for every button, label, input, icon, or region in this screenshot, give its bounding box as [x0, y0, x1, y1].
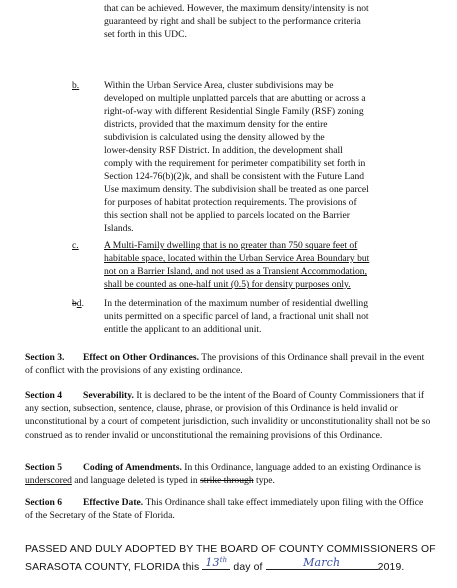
item-b-line: districts, provided that the maximum density for the entire: [104, 119, 328, 130]
item-b-line: Within the Urban Service Area, cluster subdivisions may be: [104, 80, 334, 91]
section-5-underscored-example: underscored: [25, 475, 72, 487]
adoption-line-1: PASSED AND DULY ADOPTED BY THE BOARD OF COUNTY COMMISSIONERS OF: [25, 544, 436, 555]
section-6-title: Effective Date.: [83, 497, 144, 508]
section-5-text: In this Ordinance, language added to an existing Ordinance is: [184, 462, 421, 473]
item-d-marker-added: d: [76, 298, 82, 309]
continuation-line: set forth in this UDC.: [104, 29, 187, 40]
item-c-line: habitable space, located within the Urban Service Area Boundary but: [104, 253, 370, 264]
adoption-prefix: SARASOTA COUNTY, FLORIDA this: [25, 562, 200, 573]
section-4-number: Section 4: [25, 390, 63, 401]
item-d-line: In the determination of the maximum number of residential dwelling: [104, 298, 369, 309]
section-6-text: This Ordinance shall take effect immediately upon filing with the Office of the Secretary of the State of Florida.: [25, 497, 424, 522]
item-b-line: right-of-way with different Residential Single Family (RSF) zoning: [104, 106, 364, 117]
section-5: [25, 461, 433, 487]
section-5-number: Section 5: [25, 462, 63, 473]
item-c-line: A Multi-Family dwelling that is no greater than 750 square feet of: [104, 240, 358, 251]
section-5-text: and language deleted is typed in: [74, 475, 198, 487]
section-3: [25, 351, 433, 377]
continuation-line: guaranteed by right and shall be subject to the performance criteria: [104, 16, 361, 27]
item-b-line: for purposes of habitat protection requirements. The provisions of: [104, 197, 357, 208]
item-d-marker-struck: b: [72, 298, 77, 309]
adoption-line-2: [25, 557, 445, 575]
item-d-line: units permitted on a specific parcel of land, a fractional unit shall not: [104, 311, 369, 322]
continuation-line: that can be achieved. However, the maximum density/intensity is not: [104, 3, 369, 14]
handwritten-day-suffix: th: [219, 556, 228, 564]
section-5-text: type.: [256, 475, 275, 487]
item-b-line: Islands.: [104, 223, 134, 234]
item-b-line: comply with the requirement for perimeter compatibility set forth in: [104, 158, 366, 169]
section-6: [25, 496, 433, 522]
handwritten-day-number: 13: [205, 556, 220, 569]
section-3-number: Section 3.: [25, 352, 65, 363]
item-b-line: this section shall not be applied to parcels located on the Barrier: [104, 210, 350, 221]
section-3-title: Effect on Other Ordinances.: [83, 352, 200, 363]
handwritten-month: March: [303, 556, 341, 569]
section-4-title: Severability.: [83, 390, 134, 401]
item-b-line: Use maximum density. The subdivision shall be treated as one parcel: [104, 184, 369, 195]
item-b-line: developed on multiple unplatted parcels that are abutting or across a: [104, 93, 366, 104]
handwritten-day: [202, 555, 230, 568]
item-b-line: subdivision is calculated using the density allowed by the: [104, 132, 325, 143]
adoption-year: 2019.: [377, 562, 405, 573]
section-5-title: Coding of Amendments.: [83, 462, 182, 473]
day-blank: [202, 557, 230, 570]
section-4-text: It is declared to be the intent of the Board of County Commissioners that if any section, subsection, sentence, clause, phrase, or provision of this Ordinance is held invalid or unconstitutional by a court of competent jurisdiction, such invalidity or unconstitutionality shall not be so construed as to render invalid or unconstitutional the remaining provisions of this Ordinance.: [25, 390, 431, 441]
item-d-line: entitle the applicant to an additional unit.: [104, 324, 262, 335]
item-d-marker: [72, 297, 84, 310]
section-4: [25, 389, 433, 442]
item-b-line: lower-density RSF District. In addition, the development shall: [104, 145, 343, 156]
adoption-day-of: day of: [233, 562, 263, 573]
item-c-line: not on a Barrier Island, and not used as a Transient Accommodation,: [104, 266, 367, 277]
section-5-struck-example: strike through: [200, 475, 254, 487]
section-6-number: Section 6: [25, 497, 63, 508]
item-d-marker-period: .: [81, 298, 84, 309]
section-3-text: The provisions of this Ordinance shall prevail in the event of conflict with the provisions of any existing ordinance.: [25, 352, 425, 377]
item-c-line: shall be counted as one-half unit (0.5) for density purposes only.: [104, 279, 351, 290]
item-b-line: Section 124-76(b)(2)k, and shall be consistent with the Future Land: [104, 171, 365, 182]
item-c-marker: c.: [72, 240, 79, 251]
item-b-marker: b.: [72, 80, 80, 91]
month-blank: [266, 557, 378, 570]
